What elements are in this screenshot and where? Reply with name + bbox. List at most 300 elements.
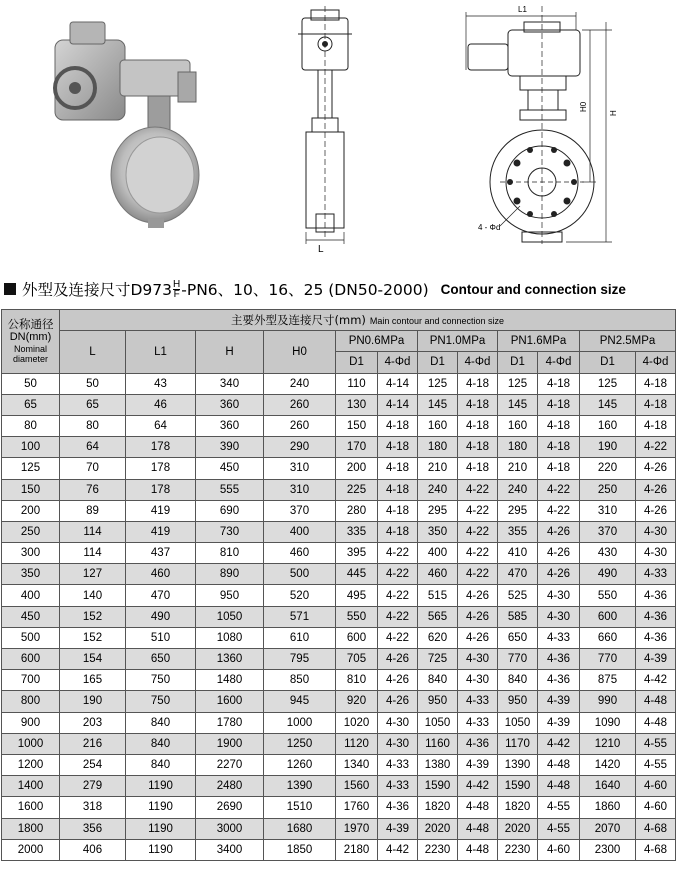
table-cell: 460 (126, 564, 196, 585)
table-cell: 4-18 (458, 373, 498, 394)
table-cell: 4-18 (538, 415, 580, 436)
table-cell: 950 (196, 585, 264, 606)
table-row (2, 394, 676, 415)
table-cell: 4-26 (458, 585, 498, 606)
table-cell: 114 (60, 521, 126, 542)
table-cell: 240 (418, 479, 458, 500)
table-cell: 4-42 (538, 733, 580, 754)
table-cell: 170 (336, 437, 378, 458)
table-row (2, 479, 676, 500)
table-cell: 1590 (418, 776, 458, 797)
valve-illustrations (0, 0, 676, 262)
table-cell: 70 (60, 458, 126, 479)
table-cell: 1800 (2, 818, 60, 839)
table-cell: 154 (60, 649, 126, 670)
table-cell: 4-26 (636, 458, 676, 479)
table-cell: 300 (2, 543, 60, 564)
table-cell: 4-39 (538, 712, 580, 733)
table-cell: 650 (498, 627, 538, 648)
table-cell: 1190 (126, 818, 196, 839)
table-row (2, 458, 676, 479)
table-cell: 700 (2, 670, 60, 691)
table-cell: 1510 (264, 797, 336, 818)
table-cell: 550 (580, 585, 636, 606)
table-cell: 770 (580, 649, 636, 670)
table-cell: 400 (2, 585, 60, 606)
fraction-top: H (173, 278, 181, 290)
table-cell: 125 (2, 458, 60, 479)
table-cell: 220 (580, 458, 636, 479)
table-cell: 1380 (418, 754, 458, 775)
table-cell: 1160 (418, 733, 458, 754)
table-cell: 4-36 (636, 627, 676, 648)
table-cell: 600 (336, 627, 378, 648)
table-cell: 920 (336, 691, 378, 712)
table-cell: 2230 (498, 839, 538, 860)
table-row (2, 649, 676, 670)
table-cell: 550 (336, 606, 378, 627)
table-cell: 165 (60, 670, 126, 691)
table-cell: 4-22 (538, 500, 580, 521)
table-cell: 4-26 (458, 627, 498, 648)
table-cell: 178 (126, 458, 196, 479)
table-cell: 4-22 (378, 585, 418, 606)
table-cell: 2180 (336, 839, 378, 860)
table-cell: 1120 (336, 733, 378, 754)
table-cell: 890 (196, 564, 264, 585)
table-cell: 4-26 (538, 543, 580, 564)
table-cell: 210 (498, 458, 538, 479)
table-cell: 1210 (580, 733, 636, 754)
table-cell: 1850 (264, 839, 336, 860)
table-cell: 4-26 (538, 564, 580, 585)
table-cell: 800 (2, 691, 60, 712)
table-cell: 4-42 (378, 839, 418, 860)
table-cell: 160 (418, 415, 458, 436)
table-cell: 750 (126, 691, 196, 712)
product-drawings (0, 0, 676, 262)
table-cell: 390 (196, 437, 264, 458)
table-cell: 900 (2, 712, 60, 733)
table-cell: 4-39 (378, 818, 418, 839)
table-cell: 100 (2, 437, 60, 458)
table-cell: 80 (60, 415, 126, 436)
table-row (2, 373, 676, 394)
table-cell: 356 (60, 818, 126, 839)
table-cell: 254 (60, 754, 126, 775)
table-cell: 1260 (264, 754, 336, 775)
table-cell: 110 (336, 373, 378, 394)
table-cell: 1390 (264, 776, 336, 797)
table-cell: 4-22 (378, 543, 418, 564)
table-cell: 145 (418, 394, 458, 415)
title-prefix: 外型及连接尺寸D973 (22, 281, 173, 299)
table-cell: 4-18 (636, 394, 676, 415)
pn-header-0-6: PN0.6MPa (336, 331, 418, 352)
table-cell: 600 (580, 606, 636, 627)
table-cell: 1250 (264, 733, 336, 754)
table-cell: 3400 (196, 839, 264, 860)
table-cell: 1480 (196, 670, 264, 691)
dim-label-L1: L1 (518, 5, 527, 14)
table-cell: 4-18 (538, 458, 580, 479)
table-cell: 310 (264, 479, 336, 500)
table-cell: 4-26 (458, 606, 498, 627)
table-cell: 145 (498, 394, 538, 415)
table-cell: 4-33 (378, 776, 418, 797)
table-cell: 4-39 (538, 691, 580, 712)
table-cell: 130 (336, 394, 378, 415)
table-cell: 490 (126, 606, 196, 627)
table-cell: 216 (60, 733, 126, 754)
table-cell: 4-36 (458, 733, 498, 754)
table-cell: 4-48 (458, 797, 498, 818)
table-cell: 810 (336, 670, 378, 691)
pn-header-1-0: PN1.0MPa (418, 331, 498, 352)
dim-label-bolt-holes: 4 - Φd (478, 223, 501, 232)
table-cell: 470 (126, 585, 196, 606)
table-cell: 1400 (2, 776, 60, 797)
table-cell: 500 (2, 627, 60, 648)
table-cell: 318 (60, 797, 126, 818)
table-cell: 725 (418, 649, 458, 670)
table-cell: 1860 (580, 797, 636, 818)
table-cell: 620 (418, 627, 458, 648)
table-cell: 4-68 (636, 839, 676, 860)
col-header-L: L (60, 331, 126, 373)
table-cell: 2230 (418, 839, 458, 860)
table-cell: 4-30 (378, 733, 418, 754)
sub-header-d1: D1 (336, 352, 378, 373)
table-cell: 335 (336, 521, 378, 542)
table-cell: 660 (580, 627, 636, 648)
table-cell: 750 (126, 670, 196, 691)
table-cell: 4-18 (538, 394, 580, 415)
table-cell: 4-26 (636, 500, 676, 521)
table-cell: 875 (580, 670, 636, 691)
section-title (4, 274, 674, 304)
table-cell: 4-48 (636, 712, 676, 733)
table-cell: 419 (126, 500, 196, 521)
table-cell: 400 (264, 521, 336, 542)
table-cell: 406 (60, 839, 126, 860)
table-cell: 437 (126, 543, 196, 564)
table-cell: 4-30 (538, 585, 580, 606)
table-cell: 240 (498, 479, 538, 500)
table-cell: 4-18 (636, 373, 676, 394)
dim-label-H0: H0 (579, 101, 588, 112)
table-cell: 610 (264, 627, 336, 648)
table-cell: 203 (60, 712, 126, 733)
col-header-L1: L1 (126, 331, 196, 373)
model-fraction (173, 280, 180, 299)
table-cell: 730 (196, 521, 264, 542)
table-cell: 1590 (498, 776, 538, 797)
table-cell: 4-30 (636, 521, 676, 542)
table-cell: 1900 (196, 733, 264, 754)
table-cell: 520 (264, 585, 336, 606)
table-row (2, 564, 676, 585)
valve-side-view (298, 6, 352, 244)
table-cell: 430 (580, 543, 636, 564)
table-cell: 2020 (418, 818, 458, 839)
table-cell: 4-18 (378, 521, 418, 542)
table-cell: 4-18 (378, 458, 418, 479)
table-cell: 4-22 (458, 564, 498, 585)
table-cell: 2000 (2, 839, 60, 860)
table-cell: 355 (498, 521, 538, 542)
table-cell: 190 (60, 691, 126, 712)
table-row (2, 521, 676, 542)
table-cell: 810 (196, 543, 264, 564)
table-cell: 1190 (126, 776, 196, 797)
table-cell: 419 (126, 521, 196, 542)
table-cell: 180 (498, 437, 538, 458)
table-cell: 4-68 (636, 818, 676, 839)
table-cell: 350 (418, 521, 458, 542)
sub-header-d1: D1 (418, 352, 458, 373)
table-cell: 795 (264, 649, 336, 670)
table-cell: 50 (60, 373, 126, 394)
table-cell: 280 (336, 500, 378, 521)
table-cell: 2690 (196, 797, 264, 818)
table-row (2, 691, 676, 712)
table-cell: 400 (418, 543, 458, 564)
table-cell: 178 (126, 479, 196, 500)
table-row (2, 818, 676, 839)
table-cell: 4-26 (378, 649, 418, 670)
table-cell: 4-22 (458, 521, 498, 542)
table-cell: 295 (418, 500, 458, 521)
table-cell: 4-33 (458, 691, 498, 712)
table-cell: 4-26 (538, 521, 580, 542)
table-cell: 4-36 (636, 585, 676, 606)
table-cell: 360 (196, 415, 264, 436)
table-cell: 1200 (2, 754, 60, 775)
table-cell: 515 (418, 585, 458, 606)
table-cell: 4-55 (538, 818, 580, 839)
table-row (2, 839, 676, 860)
table-cell: 340 (196, 373, 264, 394)
table-cell: 840 (498, 670, 538, 691)
table-row (2, 797, 676, 818)
dn-header: 公称通径 DN(mm) Nominal diameter (2, 310, 60, 374)
table-cell: 50 (2, 373, 60, 394)
table-cell: 4-18 (458, 458, 498, 479)
table-row (2, 754, 676, 775)
table-cell: 1190 (126, 797, 196, 818)
table-cell: 4-30 (458, 670, 498, 691)
table-row (2, 627, 676, 648)
table-cell: 80 (2, 415, 60, 436)
valve-photo (55, 22, 199, 228)
table-cell: 525 (498, 585, 538, 606)
table-cell: 1000 (264, 712, 336, 733)
table-cell: 160 (498, 415, 538, 436)
title-english: Contour and connection size (440, 281, 626, 297)
table-cell: 180 (418, 437, 458, 458)
table-cell: 260 (264, 394, 336, 415)
table-cell: 145 (580, 394, 636, 415)
table-cell: 140 (60, 585, 126, 606)
table-cell: 43 (126, 373, 196, 394)
table-cell: 125 (418, 373, 458, 394)
table-cell: 4-18 (378, 479, 418, 500)
table-cell: 200 (2, 500, 60, 521)
table-cell: 360 (196, 394, 264, 415)
table-cell: 178 (126, 437, 196, 458)
table-cell: 600 (2, 649, 60, 670)
table-cell: 4-48 (538, 754, 580, 775)
table-cell: 2020 (498, 818, 538, 839)
table-row (2, 543, 676, 564)
table-cell: 4-33 (538, 627, 580, 648)
table-cell: 76 (60, 479, 126, 500)
table-header (2, 310, 676, 374)
table-cell: 4-30 (458, 649, 498, 670)
table-cell: 490 (580, 564, 636, 585)
table-cell: 4-55 (636, 754, 676, 775)
table-cell: 1090 (580, 712, 636, 733)
table-cell: 1680 (264, 818, 336, 839)
table-cell: 4-33 (378, 754, 418, 775)
table-cell: 4-36 (538, 649, 580, 670)
table-cell: 190 (580, 437, 636, 458)
table-cell: 4-18 (538, 437, 580, 458)
table-row (2, 776, 676, 797)
table-cell: 2270 (196, 754, 264, 775)
table-cell: 150 (2, 479, 60, 500)
table-cell: 1420 (580, 754, 636, 775)
sub-header-holes: 4-Φd (538, 352, 580, 373)
table-cell: 4-48 (458, 839, 498, 860)
table-cell: 4-48 (458, 818, 498, 839)
table-cell: 650 (126, 649, 196, 670)
table-cell: 4-36 (378, 797, 418, 818)
table-row (2, 437, 676, 458)
table-cell: 4-18 (378, 437, 418, 458)
table-cell: 1970 (336, 818, 378, 839)
table-cell: 840 (126, 733, 196, 754)
table-cell: 4-60 (636, 797, 676, 818)
table-cell: 1190 (126, 839, 196, 860)
table-cell: 4-26 (378, 670, 418, 691)
fraction-bottom: F (173, 288, 180, 300)
table-cell: 4-26 (378, 691, 418, 712)
valve-front-view (466, 6, 612, 244)
table-cell: 150 (336, 415, 378, 436)
table-cell: 4-18 (378, 415, 418, 436)
table-cell: 4-22 (378, 564, 418, 585)
table-cell: 4-22 (458, 500, 498, 521)
table-row (2, 585, 676, 606)
table-cell: 4-60 (538, 839, 580, 860)
table-cell: 500 (264, 564, 336, 585)
table-cell: 4-26 (636, 479, 676, 500)
table-cell: 4-36 (636, 606, 676, 627)
table-cell: 1000 (2, 733, 60, 754)
table-cell: 4-33 (636, 564, 676, 585)
table-cell: 1080 (196, 627, 264, 648)
table-cell: 160 (580, 415, 636, 436)
table-cell: 950 (498, 691, 538, 712)
table-cell: 1780 (196, 712, 264, 733)
table-cell: 4-22 (458, 479, 498, 500)
main-header: 主要外型及连接尺寸(mm) Main contour and connection size (60, 310, 676, 331)
table-cell: 1170 (498, 733, 538, 754)
table-cell: 495 (336, 585, 378, 606)
table-cell: 1820 (418, 797, 458, 818)
table-cell: 4-33 (458, 712, 498, 733)
table-cell: 4-30 (538, 606, 580, 627)
table-cell: 89 (60, 500, 126, 521)
table-cell: 4-22 (378, 606, 418, 627)
table-row (2, 733, 676, 754)
table-cell: 260 (264, 415, 336, 436)
table-cell: 4-48 (538, 776, 580, 797)
table-cell: 690 (196, 500, 264, 521)
table-row (2, 606, 676, 627)
table-cell: 3000 (196, 818, 264, 839)
table-cell: 460 (418, 564, 458, 585)
table-cell: 4-55 (636, 733, 676, 754)
table-cell: 410 (498, 543, 538, 564)
table-cell: 4-14 (378, 373, 418, 394)
table-cell: 250 (580, 479, 636, 500)
table-cell: 1360 (196, 649, 264, 670)
table-cell: 290 (264, 437, 336, 458)
table-cell: 279 (60, 776, 126, 797)
table-cell: 840 (126, 712, 196, 733)
table-cell: 4-22 (636, 437, 676, 458)
table-cell: 4-30 (378, 712, 418, 733)
table-cell: 450 (2, 606, 60, 627)
table-cell: 1020 (336, 712, 378, 733)
table-cell: 4-18 (378, 500, 418, 521)
table-cell: 705 (336, 649, 378, 670)
table-cell: 4-42 (458, 776, 498, 797)
table-cell: 1560 (336, 776, 378, 797)
table-cell: 4-39 (636, 649, 676, 670)
table-cell: 4-18 (636, 415, 676, 436)
table-cell: 445 (336, 564, 378, 585)
table-cell: 460 (264, 543, 336, 564)
table-cell: 510 (126, 627, 196, 648)
table-cell: 46 (126, 394, 196, 415)
table-cell: 4-42 (636, 670, 676, 691)
dimension-table (1, 309, 676, 861)
table-cell: 240 (264, 373, 336, 394)
table-cell: 1340 (336, 754, 378, 775)
table-cell: 65 (60, 394, 126, 415)
table-cell: 850 (264, 670, 336, 691)
table-cell: 250 (2, 521, 60, 542)
table-row (2, 670, 676, 691)
table-cell: 310 (580, 500, 636, 521)
table-cell: 2070 (580, 818, 636, 839)
table-cell: 225 (336, 479, 378, 500)
table-cell: 1050 (196, 606, 264, 627)
table-cell: 4-36 (538, 670, 580, 691)
table-cell: 370 (580, 521, 636, 542)
title-suffix: -PN6、10、16、25 (DN50-2000) (181, 281, 429, 299)
pn-header-2-5: PN2.5MPa (580, 331, 676, 352)
table-cell: 350 (2, 564, 60, 585)
table-cell: 114 (60, 543, 126, 564)
table-cell: 1760 (336, 797, 378, 818)
table-cell: 4-18 (538, 373, 580, 394)
table-cell: 125 (498, 373, 538, 394)
